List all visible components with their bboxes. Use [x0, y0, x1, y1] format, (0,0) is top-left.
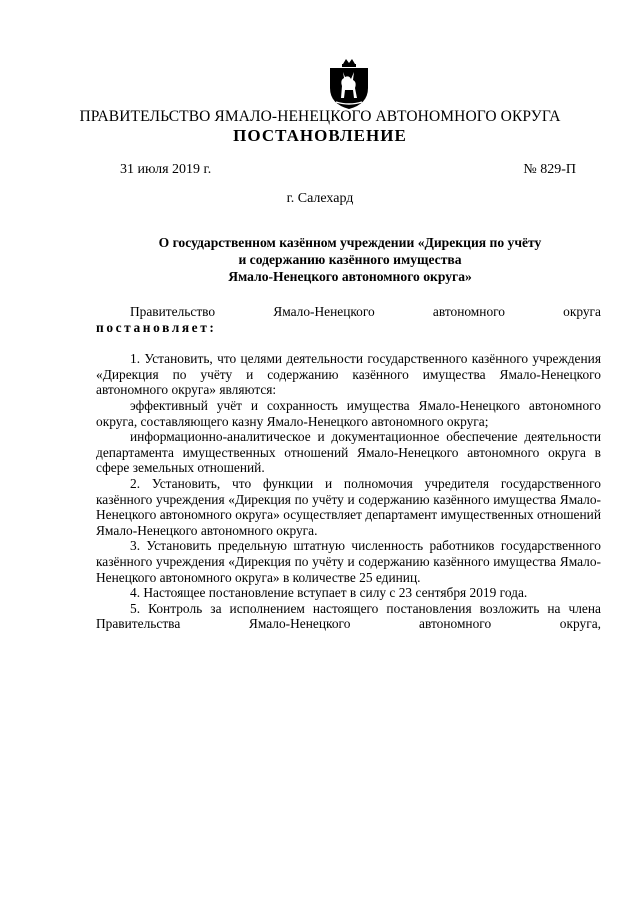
paragraph: эффективный учёт и сохранность имущества Ямало-Ненецкого автономного округа, составляющего казну Ямало-Ненецкого автономного округа;: [96, 397, 601, 429]
paragraph: информационно-аналитическое и документационное обеспечение деятельности департамента имущественных отношений Ямало-Ненецкого автономного округа в сфере земельных отношений.: [96, 429, 601, 476]
document-body: [96, 304, 601, 632]
title-line: и содержанию казённого имущества: [238, 252, 462, 267]
document-title: [100, 234, 600, 285]
paragraph: 3. Установить предельную штатную численность работников государственного казённого учреждения «Дирекция по учёту и содержанию казённого имущества Ямало-Ненецкого автономного округа» в количестве 25 единиц.: [96, 538, 601, 585]
coat-of-arms-emblem: [326, 58, 372, 110]
preamble-text: Правительство Ямало-Ненецкого автономного округа: [130, 304, 601, 319]
title-line: Ямало-Ненецкого автономного округа»: [228, 269, 472, 284]
document-city: г. Салехард: [286, 191, 354, 206]
paragraph: 4. Настоящее постановление вступает в силу с 23 сентября 2019 года.: [130, 585, 528, 601]
document-type: ПОСТАНОВЛЕНИЕ: [233, 126, 407, 145]
title-line: О государственном казённом учреждении «Дирекция по учёту: [158, 235, 542, 250]
government-name: ПРАВИТЕЛЬСТВО ЯМАЛО-НЕНЕЦКОГО АВТОНОМНОГО ОКРУГА: [79, 108, 561, 125]
paragraph: 1. Установить, что целями деятельности государственного казённого учреждения «Дирекция по учёту и содержанию казённого имущества Ямало-Ненецкого автономного округа» являются:: [96, 351, 601, 398]
paragraph: 2. Установить, что функции и полномочия учредителя государственного казённого учреждения «Дирекция по учёту и содержанию казённого имущества Ямало-Ненецкого автономного округа» осуществляет департамент имущественных отношений Ямало-Ненецкого автономного округа.: [96, 475, 601, 538]
paragraph: 5. Контроль за исполнением настоящего постановления возложить на члена Правительства Ямало-Ненецкого автономного округа,: [96, 600, 601, 632]
document-date: 31 июля 2019 г.: [120, 162, 212, 177]
document-number: № 829-П: [523, 162, 576, 177]
preamble-decides: постановляет:: [96, 319, 217, 335]
